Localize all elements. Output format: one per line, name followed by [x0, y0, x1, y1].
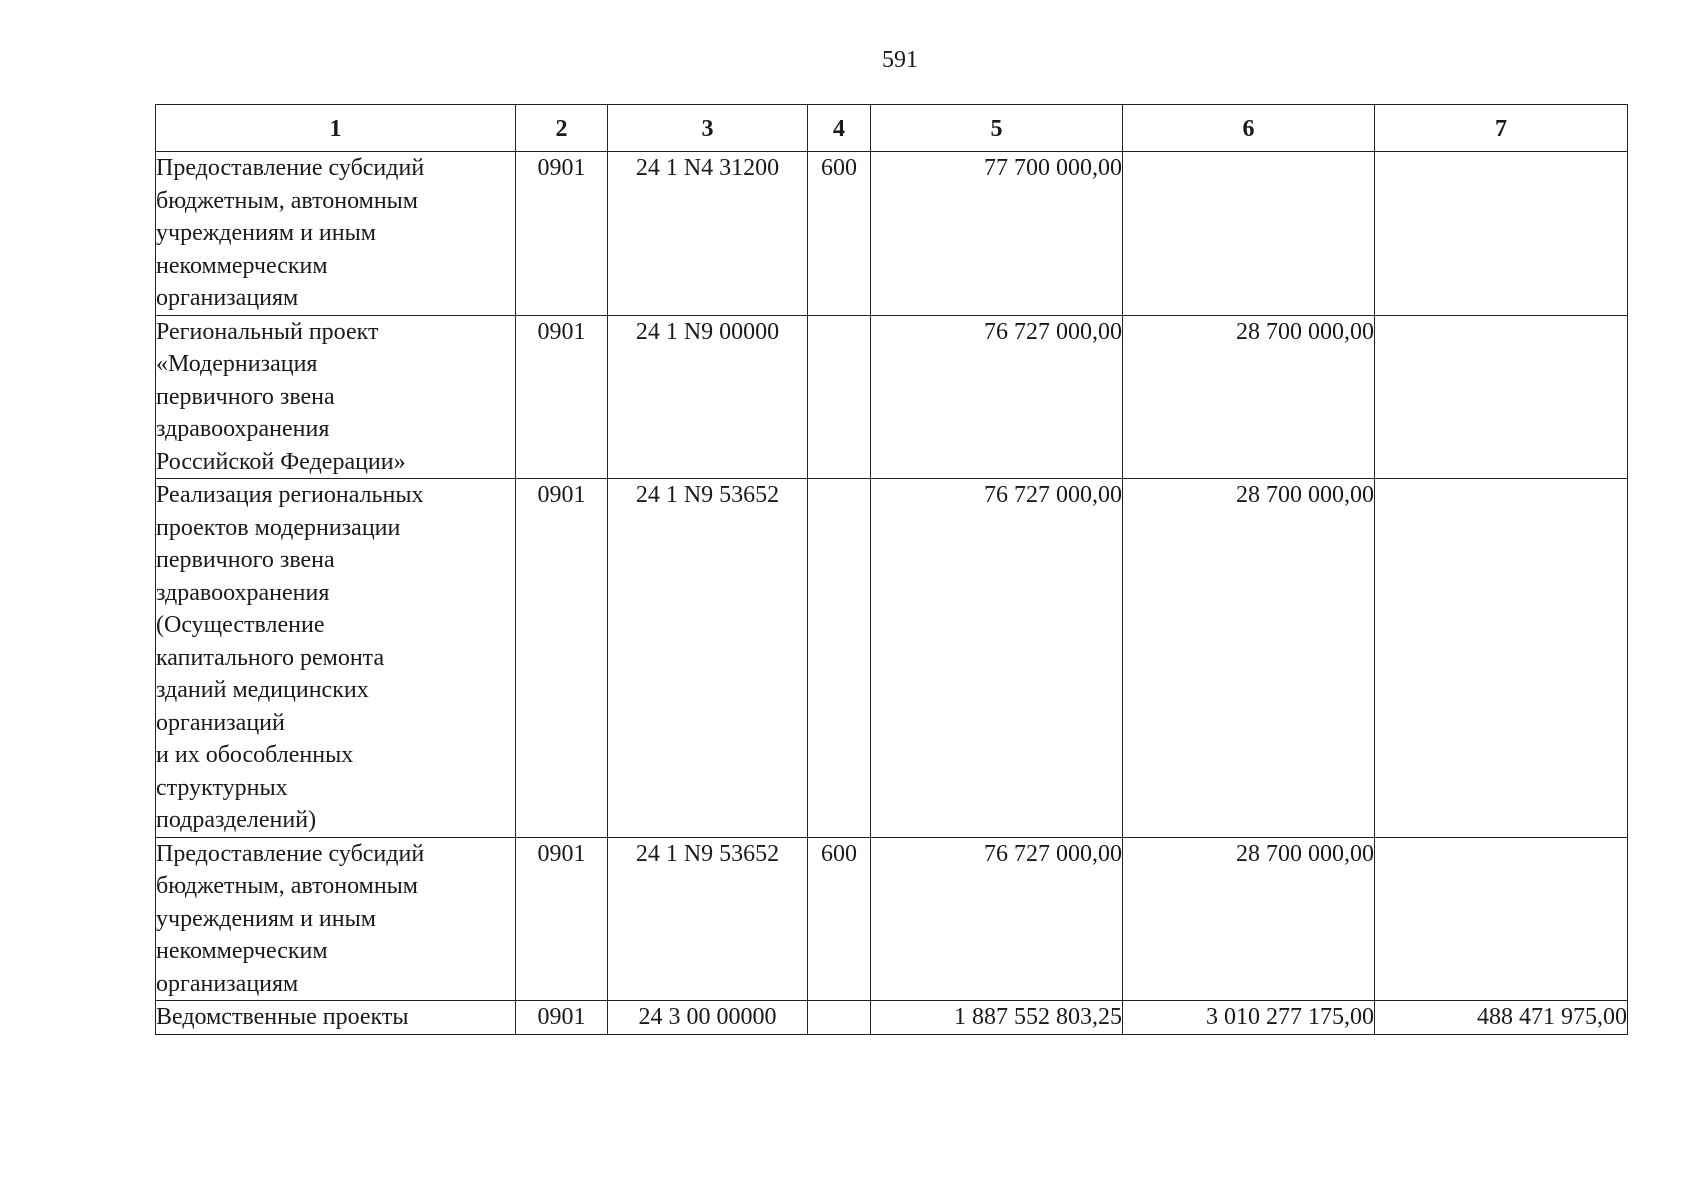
row-name-line: проектов модернизации	[156, 514, 401, 541]
row-name-line: Российской Федерации»	[156, 448, 406, 475]
row-name-line: Ведомственные проекты	[156, 1004, 409, 1030]
row-section-code: 0901	[516, 479, 608, 838]
row-name-line: капитального ремонта	[156, 644, 385, 671]
row-amount-col5: 76 727 000,00	[871, 837, 1123, 1001]
row-name-cell	[156, 479, 516, 838]
row-name-line: Региональный проект	[156, 318, 379, 345]
row-name-line: организациям	[156, 285, 299, 311]
table-row	[156, 479, 1628, 838]
row-amount-col5: 76 727 000,00	[871, 315, 1123, 479]
table-header	[156, 105, 1628, 152]
row-amount-col5: 77 700 000,00	[871, 152, 1123, 316]
row-amount-col5: 1 887 552 803,25	[871, 1001, 1123, 1035]
row-expense-type: 600	[808, 837, 871, 1001]
row-name-line: бюджетным, автономным	[156, 873, 418, 899]
row-name-cell	[156, 837, 516, 1001]
row-name-line: первичного звена	[156, 383, 335, 410]
row-name-line: и их обособленных	[156, 742, 354, 768]
row-target-code: 24 1 N4 31200	[608, 152, 808, 316]
table-row	[156, 1001, 1628, 1035]
table-row	[156, 837, 1628, 1001]
row-name-line: первичного звена	[156, 547, 335, 573]
header-row	[156, 105, 1628, 152]
header-col-2: 2	[516, 105, 608, 152]
row-name-line: организаций	[156, 709, 285, 736]
budget-table	[155, 104, 1628, 1035]
page-number: 591	[882, 47, 918, 73]
row-name-line: учреждениям и иным	[156, 905, 376, 932]
row-amount-col6: 3 010 277 175,00	[1123, 1001, 1375, 1035]
row-name-line: структурных	[156, 774, 288, 801]
header-col-1: 1	[156, 105, 516, 152]
row-amount-col6: 28 700 000,00	[1123, 479, 1375, 838]
row-target-code: 24 1 N9 53652	[608, 479, 808, 838]
row-name-line: некоммерческим	[156, 938, 328, 964]
row-name-line: здравоохранения	[156, 579, 330, 606]
row-name-cell	[156, 152, 516, 316]
row-amount-col7	[1375, 315, 1628, 479]
row-section-code: 0901	[516, 1001, 608, 1035]
table-row	[156, 152, 1628, 316]
row-name-line: зданий медицинских	[156, 677, 369, 703]
header-col-7: 7	[1375, 105, 1628, 152]
row-expense-type	[808, 479, 871, 838]
row-section-code: 0901	[516, 315, 608, 479]
row-amount-col7	[1375, 479, 1628, 838]
row-target-code: 24 3 00 00000	[608, 1001, 808, 1035]
row-name-line: Предоставление субсидий	[156, 840, 425, 867]
row-name-line: некоммерческим	[156, 252, 328, 279]
row-amount-col5: 76 727 000,00	[871, 479, 1123, 838]
header-col-4: 4	[808, 105, 871, 152]
row-expense-type	[808, 1001, 871, 1035]
row-name-line: (Осуществление	[156, 612, 325, 638]
row-amount-col6: 28 700 000,00	[1123, 837, 1375, 1001]
row-target-code: 24 1 N9 00000	[608, 315, 808, 479]
row-name-line: здравоохранения	[156, 416, 330, 442]
row-amount-col6	[1123, 152, 1375, 316]
row-target-code: 24 1 N9 53652	[608, 837, 808, 1001]
row-amount-col7: 488 471 975,00	[1375, 1001, 1628, 1035]
row-name-line: бюджетным, автономным	[156, 187, 418, 214]
row-section-code: 0901	[516, 152, 608, 316]
row-name-line: организациям	[156, 970, 299, 997]
row-expense-type: 600	[808, 152, 871, 316]
row-name-line: Реализация региональных	[156, 482, 424, 508]
row-name-line: учреждениям и иным	[156, 220, 376, 246]
row-name-line: «Модернизация	[156, 351, 318, 377]
row-amount-col6: 28 700 000,00	[1123, 315, 1375, 479]
row-expense-type	[808, 315, 871, 479]
table-row	[156, 315, 1628, 479]
row-name-line: подразделений)	[156, 807, 317, 833]
row-amount-col7	[1375, 152, 1628, 316]
row-name-cell	[156, 1001, 516, 1035]
row-name-cell	[156, 315, 516, 479]
header-col-3: 3	[608, 105, 808, 152]
header-col-6: 6	[1123, 105, 1375, 152]
row-amount-col7	[1375, 837, 1628, 1001]
header-col-5: 5	[871, 105, 1123, 152]
row-section-code: 0901	[516, 837, 608, 1001]
row-name-line: Предоставление субсидий	[156, 155, 425, 181]
table-body	[156, 152, 1628, 1035]
